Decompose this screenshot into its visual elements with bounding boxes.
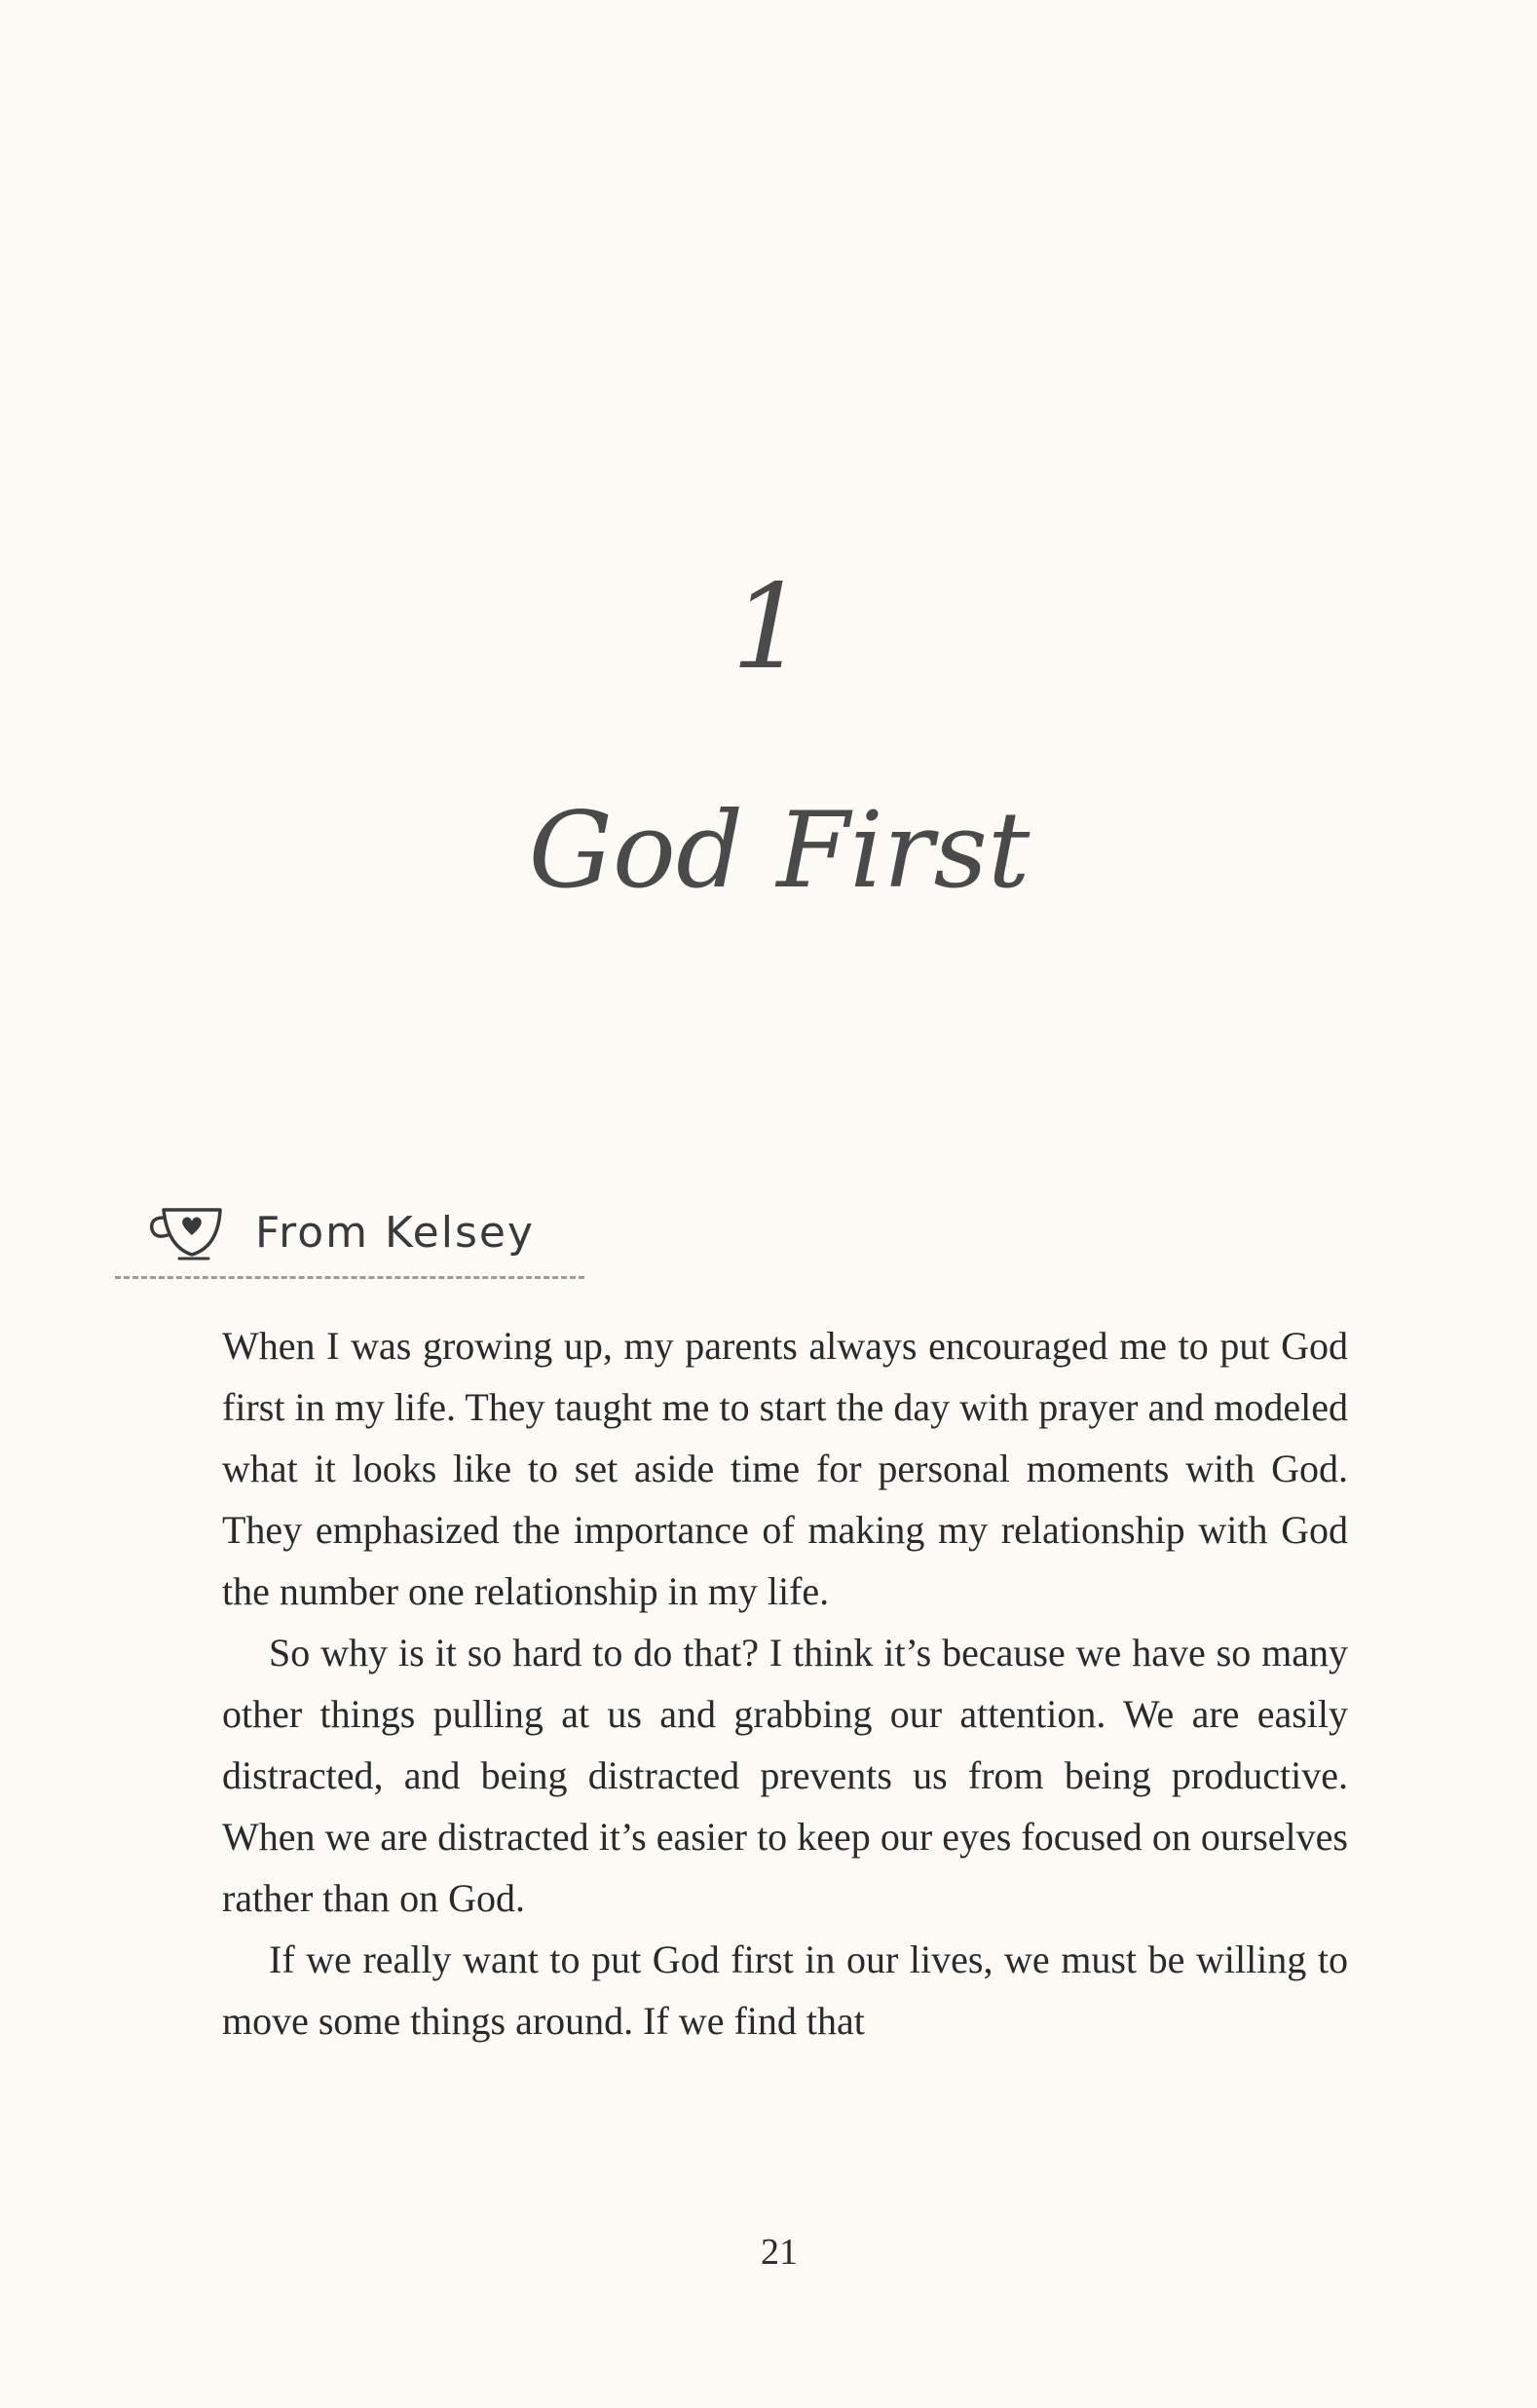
paragraph-2: So why is it so hard to do that? I think it’s because we have so many other things pulling at us and grabbing our attention. We are easily distracted, and being distracted prevents us from being productive. When we are distracted it’s easier to keep our eyes focused on ourselves rather than on God. xyxy=(222,1631,1348,1920)
paragraph-3: If we really want to put God first in our lives, we must be willing to move some things around. If we find that xyxy=(222,1938,1348,2043)
author-label: From Kelsey xyxy=(255,1207,535,1258)
chapter-number: 1 xyxy=(731,560,806,696)
author-heading xyxy=(146,1193,535,1271)
page-number: 21 xyxy=(761,2232,798,2273)
body-text xyxy=(222,1315,1348,2051)
chapter-title: God First xyxy=(528,790,1031,912)
paragraph-1: When I was growing up, my parents always encouraged me to put God first in my life. They taught me to start the day with prayer and modeled what it looks like to set aside time for personal moments with God. They emphasized the importance of making my relationship with God the number one relationship in my life. xyxy=(222,1324,1348,1613)
teacup-heart-icon xyxy=(146,1198,234,1266)
dashed-divider xyxy=(115,1276,584,1279)
